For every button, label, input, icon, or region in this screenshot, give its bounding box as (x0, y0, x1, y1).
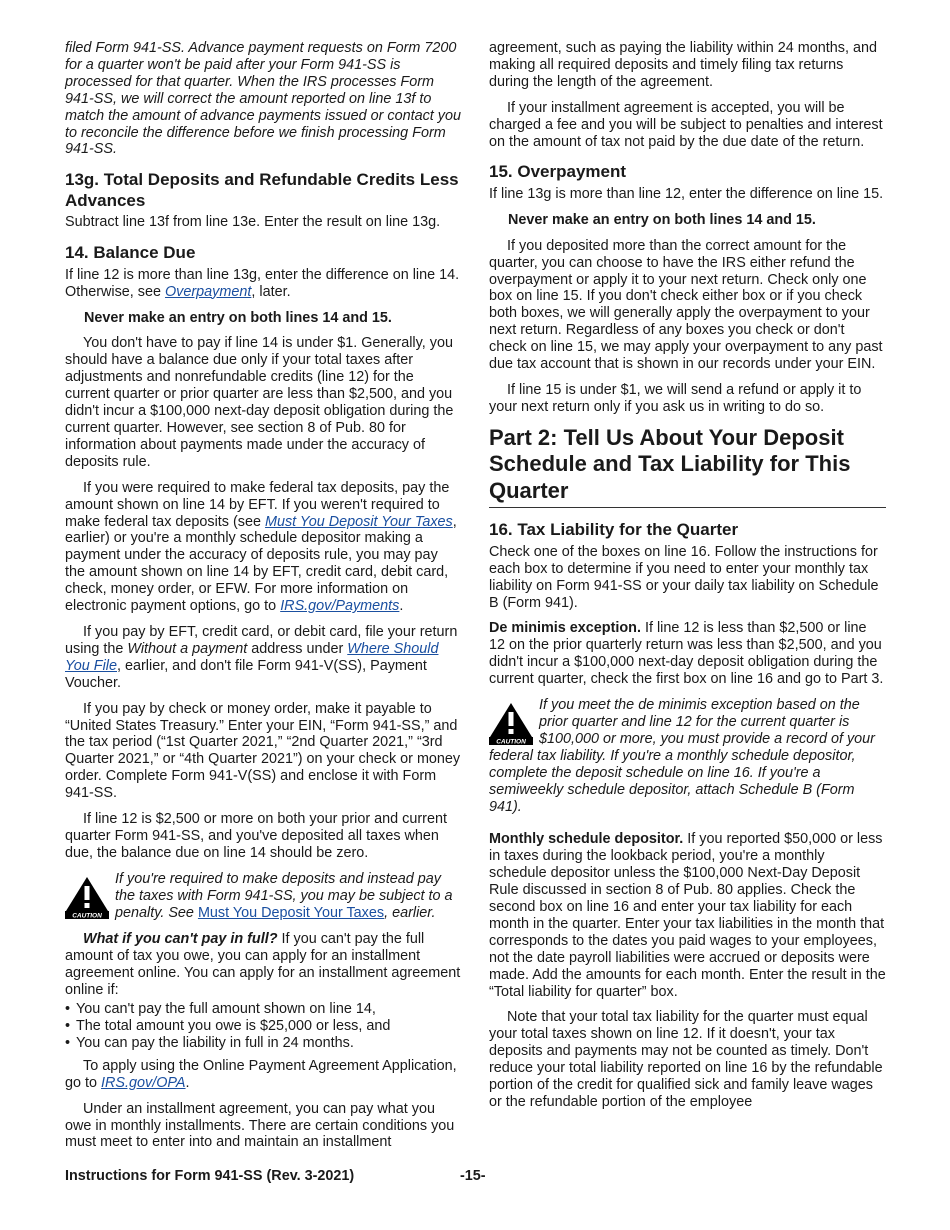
paragraph-14e: If you pay by check or money order, make it payable to “United States Treasury.” Enter your EIN, “Form 941-SS,” and the tax period (“1st Quarter 2021,” “2nd Quarter 2021,” “3rd Quarter 2021,” or “4th Quarter 2021”) on your check or money order. Complete Form 941-V(SS) and enclose it with Form 941-SS. (65, 700, 461, 802)
paragraph-15a: If line 13g is more than line 12, enter the difference on line 15. (489, 185, 884, 202)
paragraph-opa: To apply using the Online Payment Agreement Application, go to IRS.gov/OPA. (65, 1057, 457, 1091)
paragraph-15c: If line 15 is under $1, we will send a refund or apply it to your next return only if you ask us in writing to do so. (489, 382, 862, 415)
paragraph-13g: Subtract line 13f from line 13e. Enter the result on line 13g. (65, 214, 441, 231)
paragraph-de-minimis: De minimis exception. If line 12 is less than $2,500 or line 12 on the prior quarterly return was less than $2,500, and you didn't incur a $100,000 next-day deposit obligation during the current quarter, check the first box on line 16 and go to Part 3. (489, 620, 884, 688)
paragraph-14d: If you pay by EFT, credit card, or debit card, file your return using the Without a payment address under Where Should You File, earlier, and don't file Form 941-V(SS), Payment Voucher. (65, 623, 458, 691)
paragraph-note: Note that your total tax liability for the quarter must equal your total taxes shown on line 12. If it doesn't, your tax deposits and payments may not be counted as timely. Don't reduce your total liability reported on line 16 by the refundable portion of the credit for qualified sick and family leave wages or the refundable portion of the employee (489, 1009, 883, 1110)
paragraph-15b: If you deposited more than the correct amount for the quarter, you can choose to have the IRS either refund the overpayment or apply it to your next return. Check only one box on line 15. If you don't check either box or if you check both boxes, we will generally apply the overpayment to your next return. Regardless of any boxes you check or don't check on line 15, we may apply your overpayment to any past due tax account that is shown in our records under your EIN. (489, 237, 883, 373)
part2-heading: Part 2: Tell Us About Your Deposit Schedule and Tax Liability for This Quarter (489, 425, 886, 509)
heading-15: 15. Overpayment (489, 162, 627, 182)
footer-title: Instructions for Form 941-SS (Rev. 3-2021) (65, 1168, 355, 1184)
link-irs-payments[interactable]: IRS.gov/Payments (280, 598, 400, 615)
link-irs-opa[interactable]: IRS.gov/OPA (101, 1074, 186, 1091)
list-item: • The total amount you owe is $25,000 or less, and (65, 1018, 461, 1035)
paragraph-what-if: What if you can't pay in full? If you can't pay the full amount of tax you owe, you can apply for an installment agreement online. You can apply for an installment agreement online if: (65, 931, 461, 999)
paragraph-installment: Under an installment agreement, you can pay what you owe in monthly installments. There are certain conditions you must meet to enter into and maintain an installment (65, 1100, 455, 1151)
link-overpayment[interactable]: Overpayment (164, 283, 252, 300)
paragraph-continued: agreement, such as paying the liability within 24 months, and making all required deposits and timely filing tax returns during the length of the agreement. (489, 40, 877, 90)
heading-13g: 13g. Total Deposits and Refundable Credits Less Advances (65, 170, 459, 210)
paragraph-monthly: Monthly schedule depositor. If you reported $50,000 or less in taxes during the lookback period, you're a monthly schedule depositor unless the $100,000 Next-Day Deposit Rule discussed in section 8 of Pub. 80 applies. Check the second box on line 16 and enter your tax liability for each month in the quarter. Enter your tax liabilities in the month that corresponds to the dates you paid wages to your employees, not the date payroll liabilities were accrued or deposits were made. Add the amounts for each month. Enter the result in the “Total liability for quarter” box. (489, 831, 886, 1000)
left-column (65, 40, 461, 1160)
link-where-should-you-file[interactable]: Where Should You File (65, 640, 439, 674)
list-item: • You can't pay the full amount shown on line 14, (65, 1001, 461, 1018)
svg-text:CAUTION: CAUTION (496, 738, 526, 746)
paragraph-14b: You don't have to pay if line 14 is under $1. Generally, you should have a balance due only if your total taxes after adjustments and nonrefundable credits (line 12) for the current quarter or prior quarter are less than $2,500, and you didn't incur a $100,000 next-day deposit obligation during the current quarter. However, see section 8 of Pub. 80 for information about payments made under the accuracy of deposits rule. (65, 335, 454, 470)
link-must-you-deposit-caution[interactable]: Must You Deposit Your Taxes (197, 904, 385, 921)
heading-16: 16. Tax Liability for the Quarter (489, 520, 739, 540)
caution-icon (489, 701, 533, 745)
conditions-list (65, 1001, 461, 1052)
paragraph-14f: If line 12 is $2,500 or more on both your prior and current quarter Form 941-SS, and you've deposited all taxes when due, the balance due on line 14 should be zero. (65, 811, 447, 861)
never-entry-note-15: Never make an entry on both lines 14 and 15. (508, 211, 816, 228)
link-must-you-deposit[interactable]: Must You Deposit Your Taxes (264, 513, 453, 530)
right-column (489, 40, 886, 1120)
never-entry-note-14: Never make an entry on both lines 14 and 15. (84, 309, 392, 326)
caution-note-1: CAUTION If you're required to make deposits and instead pay the taxes with Form 941-SS, you may be subject to a penalty. See Must You Deposit Your Taxes, earlier. (65, 871, 461, 922)
paragraph-14c: If you were required to make federal tax deposits, pay the amount shown on line 14 by EFT. If you weren't required to make federal tax deposits (see Must You Deposit Your Taxes, earlier) or you're a monthly schedule depositor making a payment under the accuracy of deposits rule, you may pay the amount shown on line 14 by EFT, credit card, debit card, check, money order, or EFW. For more information on electronic payment options, go to IRS.gov/Payments. (65, 479, 457, 615)
page-footer (65, 1168, 886, 1188)
paragraph-16a: Check one of the boxes on line 16. Follow the instructions for each box to determine if you need to enter your monthly tax liability on Form 941-SS or your daily tax liability on Schedule B (Form 941). (489, 543, 879, 611)
caution-note-2: CAUTION If you meet the de minimis exception based on the prior quarter and line 12 for the current quarter is $100,000 or more, you must provide a record of your federal tax liability. If you're a monthly schedule depositor, complete the deposit schedule on line 16. If you're a semiweekly schedule depositor, attach Schedule B (Form 941). (489, 697, 875, 815)
list-item: • You can pay the liability in full in 24 months. (65, 1035, 461, 1052)
svg-text:CAUTION: CAUTION (72, 912, 102, 919)
intro-paragraph: filed Form 941-SS. Advance payment requests on Form 7200 for a quarter won't be paid after your Form 941-SS is processed for that quarter. When the IRS processes Form 941-SS, we will correct the amount reported on line 13f to match the amount of advance payments issued or contact you to reconcile the difference before we finish processing Form 941-SS. (65, 40, 461, 158)
paragraph-accepted: If your installment agreement is accepted, you will be charged a fee and you will be subject to penalties and interest on the amount of tax not paid by the due date of the return. (489, 99, 883, 150)
caution-icon (65, 875, 109, 919)
page-number: -15- (460, 1168, 486, 1184)
heading-14: 14. Balance Due (65, 243, 196, 263)
paragraph-14a: If line 12 is more than line 13g, enter the difference on line 14. Otherwise, see Overpayment, later. (65, 266, 460, 300)
